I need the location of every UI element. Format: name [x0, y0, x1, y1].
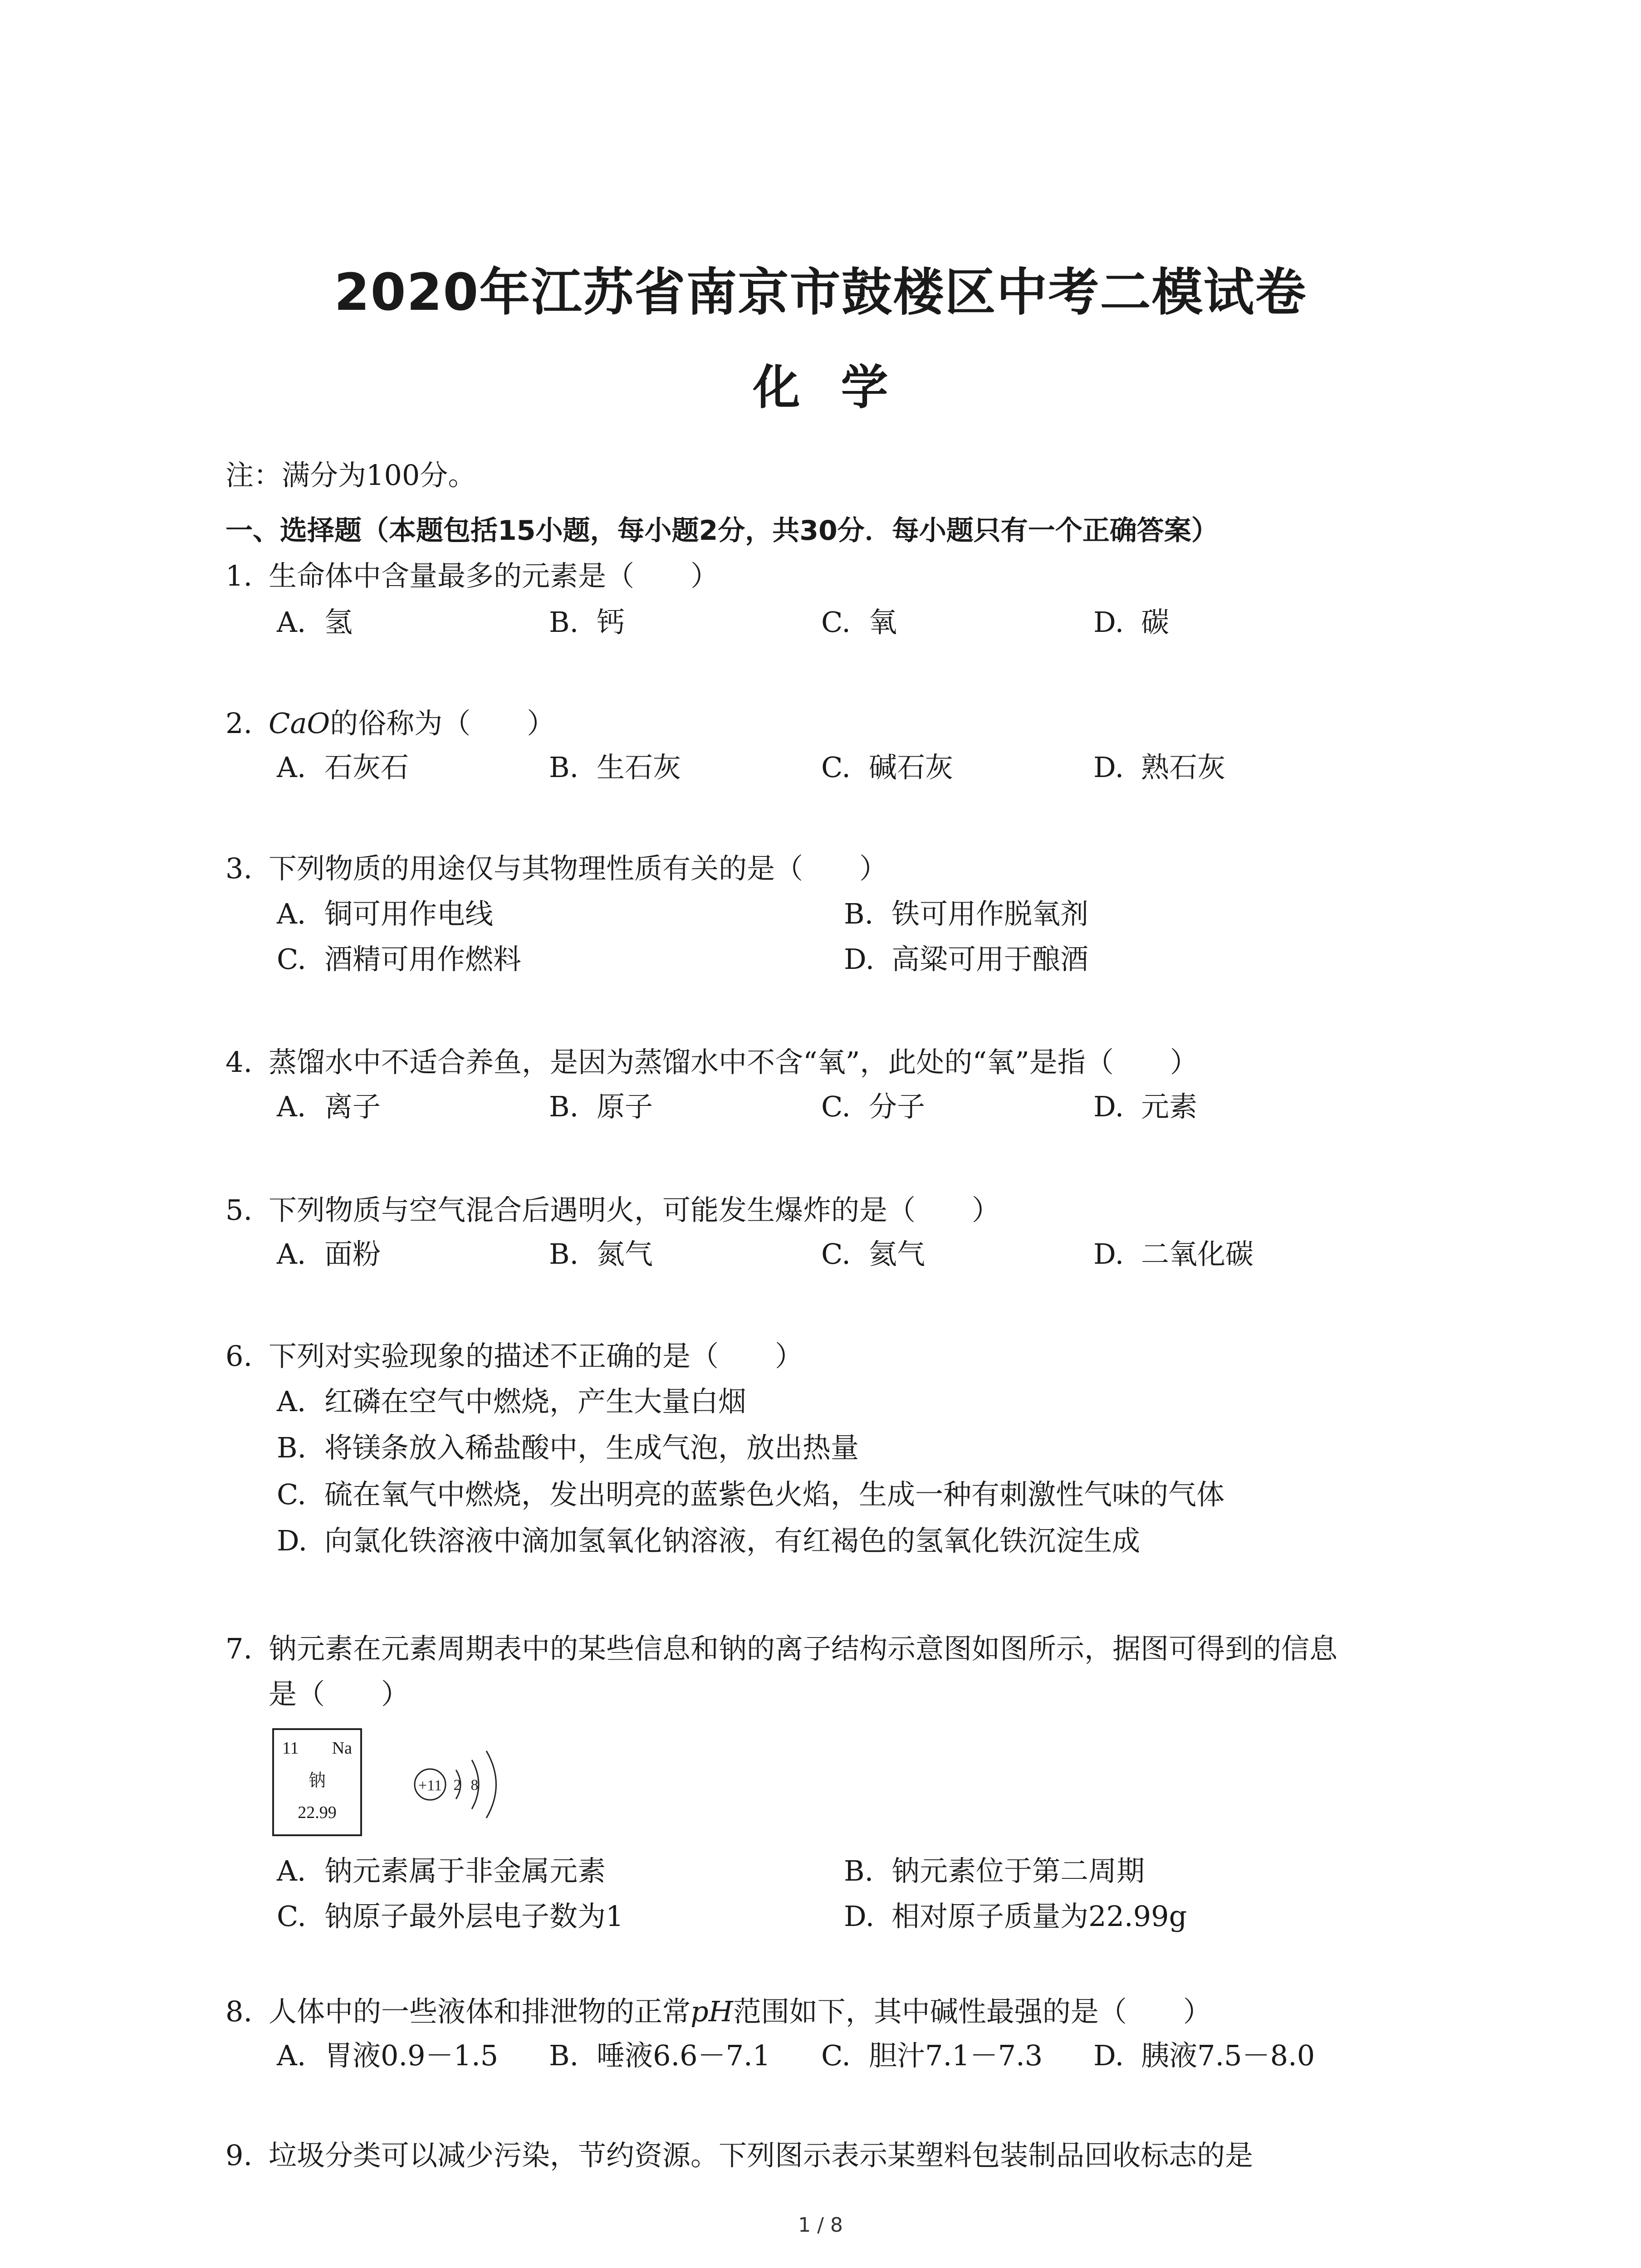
question-5	[225, 1192, 1000, 1228]
shell-1-electrons: 2	[453, 1777, 461, 1794]
question-number: 2.	[225, 707, 253, 740]
option-b[interactable]: B. 氮气	[549, 1237, 653, 1271]
option-b[interactable]: B. 唾液6.6－7.1	[549, 2039, 771, 2072]
page-number: 1 / 8	[798, 2214, 843, 2237]
option-c[interactable]: C. 氦气	[821, 1237, 926, 1271]
question-text: 下列对实验现象的描述不正确的是（ ）	[269, 1339, 803, 1373]
question-text: 的俗称为（ ）	[330, 707, 555, 740]
score-note: 注：满分为100分。	[225, 459, 476, 492]
options-8	[277, 2038, 1502, 2074]
question-number: 8.	[225, 1995, 253, 2028]
options-3-row1	[277, 896, 1502, 932]
option-d[interactable]: D. 向氯化铁溶液中滴加氢氧化钠溶液，有红褐色的氢氧化铁沉淀生成	[277, 1524, 1141, 1557]
options-3-row2	[277, 941, 1502, 978]
question-number: 5.	[225, 1193, 253, 1227]
option-d[interactable]: D. 熟石灰	[1093, 751, 1226, 784]
options-1	[277, 604, 1502, 640]
question-3	[225, 850, 887, 887]
formula: pH	[691, 1995, 733, 2028]
question-text: 钠元素在元素周期表中的某些信息和钠的离子结构示意图如图所示，据图可得到的信息	[269, 1632, 1338, 1665]
option-c[interactable]: C. 氧	[821, 606, 897, 639]
question-7	[225, 1631, 1338, 1711]
question-number: 1.	[225, 559, 253, 592]
option-c[interactable]: C. 钠原子最外层电子数为1	[277, 1900, 624, 1933]
option-b[interactable]: B. 原子	[549, 1090, 653, 1123]
question-number: 4.	[225, 1046, 253, 1079]
option-d[interactable]: D. 碳	[1093, 606, 1170, 639]
question-6	[225, 1338, 803, 1374]
option-b[interactable]: B. 生石灰	[549, 751, 681, 784]
question-1	[225, 558, 719, 594]
exam-title: 2020年江苏省南京市鼓楼区中考二模试卷	[334, 263, 1307, 322]
option-a[interactable]: A. 离子	[277, 1090, 381, 1123]
question-text-pre: 人体中的一些液体和排泄物的正常	[269, 1995, 691, 2028]
option-d[interactable]: D. 高粱可用于酿酒	[844, 943, 1089, 976]
shell-2-electrons: 8	[470, 1777, 479, 1794]
option-c[interactable]: C. 酒精可用作燃料	[277, 943, 522, 976]
option-a[interactable]: A. 钠元素属于非金属元素	[277, 1854, 606, 1887]
options-7-row1	[277, 1853, 1502, 1889]
option-a[interactable]: A. 石灰石	[277, 751, 409, 784]
options-4	[277, 1089, 1502, 1125]
question-number: 3.	[225, 852, 253, 885]
nucleus-charge: +11	[418, 1777, 442, 1794]
ion-structure-diagram	[408, 1728, 517, 1837]
option-a[interactable]: A. 红磷在空气中燃烧，产生大量白烟	[277, 1385, 747, 1418]
section-heading: 一、选择题（本题包括15小题，每小题2分，共30分．每小题只有一个正确答案）	[225, 515, 1219, 547]
option-b[interactable]: B. 将镁条放入稀盐酸中，生成气泡，放出热量	[277, 1431, 859, 1464]
option-c[interactable]: C. 碱石灰	[821, 751, 954, 784]
formula: CaO	[269, 707, 330, 740]
option-d[interactable]: D. 元素	[1093, 1090, 1198, 1123]
option-c[interactable]: C. 硫在氧气中燃烧，发出明亮的蓝紫色火焰，生成一种有刺激性气味的气体	[277, 1478, 1225, 1511]
option-b[interactable]: B. 钠元素位于第二周期	[844, 1854, 1145, 1887]
question-text: 下列物质与空气混合后遇明火，可能发生爆炸的是（ ）	[269, 1193, 1000, 1227]
question-text: 生命体中含量最多的元素是（ ）	[269, 559, 719, 592]
question-number: 6.	[225, 1339, 253, 1373]
question-9	[225, 2137, 1253, 2174]
option-d[interactable]: D. 胰液7.5－8.0	[1093, 2039, 1315, 2072]
atomic-number: 11	[282, 1739, 299, 1758]
question-text-continued: 是（ ）	[269, 1677, 410, 1711]
option-b[interactable]: B. 钙	[549, 606, 625, 639]
periodic-table-cell	[272, 1728, 362, 1836]
question-4	[225, 1044, 1198, 1080]
question-2	[225, 705, 555, 742]
element-name: 钠	[308, 1771, 326, 1790]
sodium-figure	[272, 1728, 544, 1837]
options-5	[277, 1236, 1502, 1272]
question-text: 范围如下，其中碱性最强的是（ ）	[733, 1995, 1211, 2028]
question-text: 下列物质的用途仅与其物理性质有关的是（ ）	[269, 852, 888, 885]
option-c[interactable]: C. 分子	[821, 1090, 926, 1123]
question-number: 7.	[225, 1632, 253, 1665]
question-text: 蒸馏水中不适合养鱼，是因为蒸馏水中不含“氧”，此处的“氧”是指（ ）	[269, 1046, 1198, 1079]
option-a[interactable]: A. 胃液0.9－1.5	[277, 2039, 499, 2072]
option-d[interactable]: D. 二氧化碳	[1093, 1237, 1254, 1271]
exam-subject: 化学	[753, 360, 929, 415]
element-symbol: Na	[332, 1739, 352, 1758]
option-b[interactable]: B. 铁可用作脱氧剂	[844, 897, 1089, 930]
option-d[interactable]: D. 相对原子质量为22.99g	[844, 1900, 1187, 1933]
atomic-mass: 22.99	[298, 1803, 337, 1822]
options-2	[277, 749, 1502, 786]
option-c[interactable]: C. 胆汁7.1－7.3	[821, 2039, 1043, 2072]
option-a[interactable]: A. 铜可用作电线	[277, 897, 494, 930]
question-number: 9.	[225, 2139, 253, 2172]
option-a[interactable]: A. 面粉	[277, 1237, 381, 1271]
options-7-row2	[277, 1898, 1502, 1935]
question-text: 垃圾分类可以减少污染，节约资源。下列图示表示某塑料包装制品回收标志的是	[269, 2139, 1254, 2172]
shell-arc-3	[486, 1751, 496, 1818]
option-a[interactable]: A. 氢	[277, 606, 353, 639]
question-8	[225, 1994, 1211, 2030]
